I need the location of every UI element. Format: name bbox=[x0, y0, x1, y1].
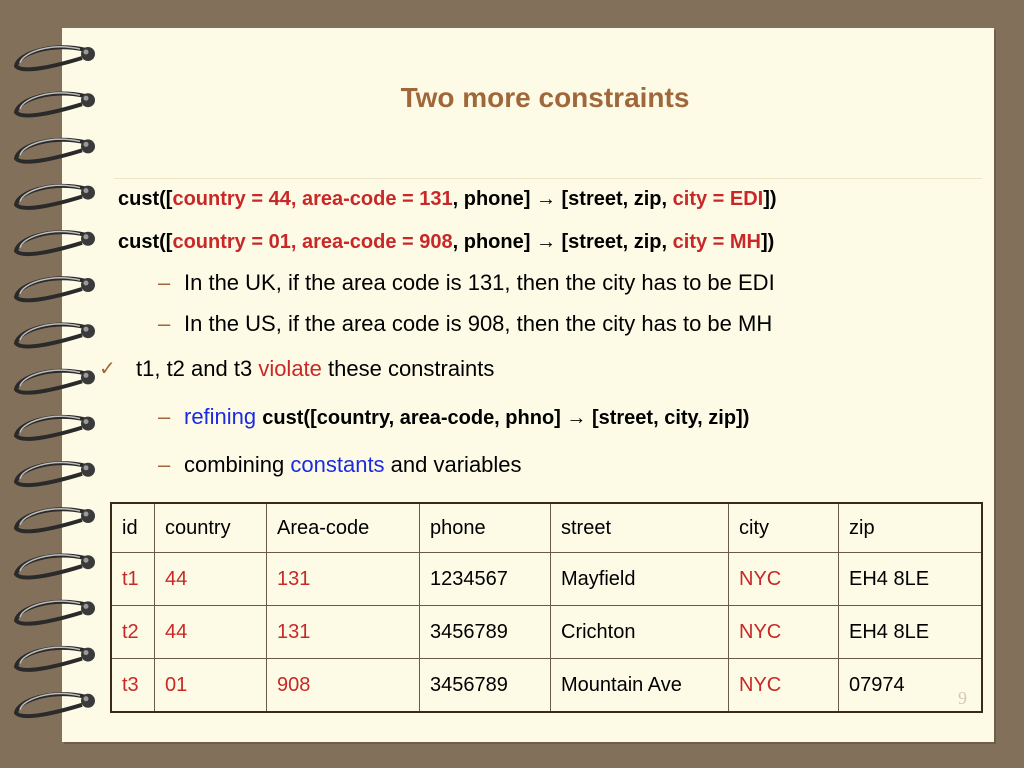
cell-country: 44 bbox=[155, 606, 267, 659]
ring-hole bbox=[81, 648, 95, 662]
ring-shine bbox=[84, 650, 89, 655]
ring-shine bbox=[84, 234, 89, 239]
ring-hole bbox=[81, 463, 95, 477]
constraint-1-lhs-values: country = 44, area-code = 131 bbox=[172, 188, 453, 210]
cell-street: Mountain Ave bbox=[551, 659, 729, 713]
ring-shine bbox=[84, 50, 89, 55]
table-row bbox=[111, 553, 982, 606]
constraint-2-prefix: cust([ bbox=[118, 231, 173, 253]
ring-shine bbox=[84, 373, 89, 378]
refining-word: refining bbox=[184, 404, 257, 429]
refining-bullet bbox=[158, 404, 749, 430]
divider bbox=[114, 178, 982, 179]
ring-hole bbox=[81, 186, 95, 200]
constraint-1 bbox=[118, 188, 777, 211]
ring-shine bbox=[84, 142, 89, 147]
cell-phone: 1234567 bbox=[420, 553, 551, 606]
cell-zip: EH4 8LE bbox=[839, 553, 983, 606]
table-row bbox=[111, 606, 982, 659]
ring-wire bbox=[16, 278, 86, 300]
header-phone: phone bbox=[420, 503, 551, 553]
ring-wire bbox=[16, 556, 86, 578]
dash-icon: – bbox=[158, 404, 171, 429]
cell-country: 44 bbox=[155, 553, 267, 606]
ring-shine bbox=[84, 419, 89, 424]
cell-street: Mayfield bbox=[551, 553, 729, 606]
dash-icon: – bbox=[158, 452, 171, 477]
cell-street: Crichton bbox=[551, 606, 729, 659]
ring-wire bbox=[16, 186, 86, 208]
ring-hole bbox=[81, 601, 95, 615]
ring-hole bbox=[81, 509, 95, 523]
cell-area-code: 908 bbox=[267, 659, 420, 713]
refining-constraint-end: [street, city, zip]) bbox=[586, 407, 750, 429]
cell-phone: 3456789 bbox=[420, 606, 551, 659]
constraint-1-rhs: [street, zip, bbox=[555, 188, 673, 210]
cell-id: t3 bbox=[111, 659, 155, 713]
explanation-uk bbox=[158, 270, 775, 296]
slide-title: Two more constraints bbox=[400, 82, 690, 113]
page-number: 9 bbox=[958, 688, 967, 708]
header-zip: zip bbox=[839, 503, 983, 553]
explanation-us-text: In the US, if the area code is 908, then the city has to be MH bbox=[184, 311, 773, 336]
ring-shine bbox=[84, 327, 89, 332]
explanation-us bbox=[158, 311, 772, 337]
cell-city: NYC bbox=[729, 553, 839, 606]
constants-word: constants bbox=[290, 452, 385, 477]
violation-text-end: these constraints bbox=[321, 356, 495, 381]
ring-wire bbox=[16, 509, 86, 531]
spiral-binding bbox=[0, 0, 110, 768]
ring-wire bbox=[16, 232, 86, 254]
constraint-2 bbox=[118, 231, 774, 254]
constraint-2-lhs-values: country = 01, area-code = 908 bbox=[172, 231, 453, 253]
constraint-1-prefix: cust([ bbox=[118, 188, 173, 210]
table-row bbox=[111, 659, 982, 713]
cell-zip: 07974 bbox=[839, 659, 983, 713]
ring-wire bbox=[16, 648, 86, 670]
table-header bbox=[111, 503, 982, 553]
ring-shine bbox=[84, 696, 89, 701]
header-country: country bbox=[155, 503, 267, 553]
ring-wire bbox=[16, 602, 86, 624]
ring-hole bbox=[81, 232, 95, 246]
constraint-1-end: ]) bbox=[763, 188, 777, 210]
violate-word: violate bbox=[258, 356, 322, 381]
cell-phone: 3456789 bbox=[420, 659, 551, 713]
constraint-1-mid: , phone] bbox=[452, 188, 536, 210]
violation-text: t1, t2 and t3 bbox=[136, 356, 259, 381]
combining-text: combining bbox=[184, 452, 291, 477]
constraint-2-mid: , phone] bbox=[452, 231, 536, 253]
cell-zip: EH4 8LE bbox=[839, 606, 983, 659]
cell-id: t1 bbox=[111, 553, 155, 606]
combining-bullet bbox=[158, 452, 522, 478]
header-id: id bbox=[111, 503, 155, 553]
ring-shine bbox=[84, 558, 89, 563]
ring-hole bbox=[81, 555, 95, 569]
ring-hole bbox=[81, 417, 95, 431]
ring-shine bbox=[84, 281, 89, 286]
ring-shine bbox=[84, 188, 89, 193]
ring-shine bbox=[84, 604, 89, 609]
ring-shine bbox=[84, 512, 89, 517]
ring-wire bbox=[16, 417, 86, 439]
arrow-icon: → bbox=[535, 188, 556, 210]
header-area-code: Area-code bbox=[267, 503, 420, 553]
dash-icon: – bbox=[158, 270, 171, 295]
ring-wire bbox=[16, 47, 86, 69]
ring-hole bbox=[81, 47, 95, 61]
violation-bullet bbox=[136, 356, 494, 382]
dash-icon: – bbox=[158, 311, 171, 336]
ring-hole bbox=[81, 694, 95, 708]
arrow-icon: → bbox=[566, 407, 587, 429]
ring-hole bbox=[81, 139, 95, 153]
cell-country: 01 bbox=[155, 659, 267, 713]
arrow-icon: → bbox=[535, 231, 556, 253]
refining-constraint: cust([country, area-code, phno] bbox=[262, 407, 567, 429]
ring-hole bbox=[81, 324, 95, 338]
constraint-2-end: ]) bbox=[761, 231, 775, 253]
ring-hole bbox=[81, 278, 95, 292]
header-street: street bbox=[551, 503, 729, 553]
checkmark-icon: ✓ bbox=[99, 358, 116, 380]
ring-wire bbox=[16, 325, 86, 347]
combining-text-end: and variables bbox=[384, 452, 522, 477]
ring-shine bbox=[84, 465, 89, 470]
ring-wire bbox=[16, 371, 86, 393]
ring-wire bbox=[16, 140, 86, 162]
constraint-1-rhs-value: city = EDI bbox=[672, 188, 764, 210]
cell-area-code: 131 bbox=[267, 553, 420, 606]
explanation-uk-text: In the UK, if the area code is 131, then the city has to be EDI bbox=[184, 270, 775, 295]
ring-wire bbox=[16, 463, 86, 485]
cell-city: NYC bbox=[729, 606, 839, 659]
cell-id: t2 bbox=[111, 606, 155, 659]
ring-wire bbox=[16, 694, 86, 716]
header-city: city bbox=[729, 503, 839, 553]
constraint-2-rhs: [street, zip, bbox=[555, 231, 673, 253]
constraint-2-rhs-value: city = MH bbox=[672, 231, 761, 253]
cell-city: NYC bbox=[729, 659, 839, 713]
cell-area-code: 131 bbox=[267, 606, 420, 659]
ring-hole bbox=[81, 370, 95, 384]
customer-table bbox=[110, 502, 983, 713]
